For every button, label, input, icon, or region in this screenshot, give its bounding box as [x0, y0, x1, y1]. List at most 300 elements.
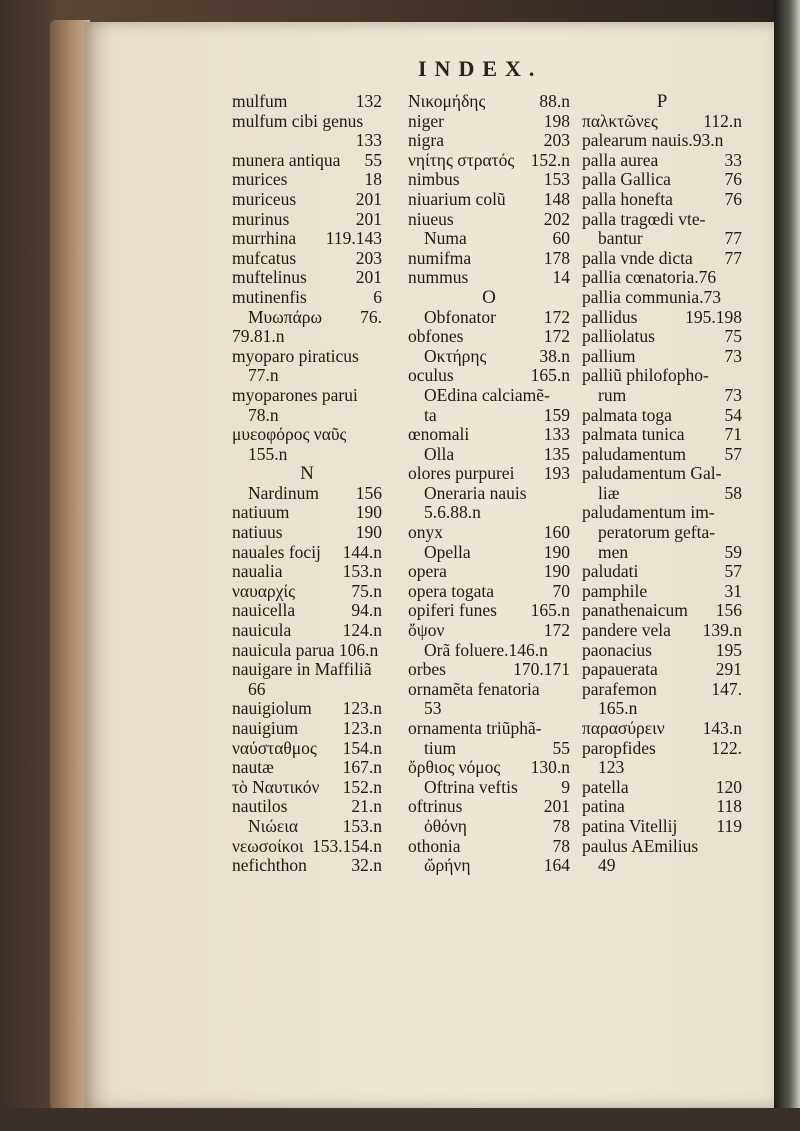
- page-reference: 156: [355, 482, 382, 503]
- index-term: opera togata: [408, 581, 494, 601]
- index-term: rum: [598, 385, 627, 405]
- index-term: peratorum gefta-: [598, 523, 716, 543]
- index-term: othonia: [408, 836, 461, 856]
- letter-heading: [582, 92, 742, 112]
- index-term: niuarium colũ: [408, 189, 506, 209]
- index-entry: [408, 268, 570, 288]
- page-reference: 122.: [711, 737, 742, 758]
- index-term: patina Vitellij: [582, 816, 678, 836]
- index-term: palla tragœdi vte-: [582, 209, 706, 229]
- letter-heading: [408, 288, 570, 308]
- index-entry: [582, 406, 742, 426]
- index-entry: [408, 92, 570, 112]
- index-entry: [408, 249, 570, 269]
- index-term: N: [300, 464, 314, 484]
- index-entry: [232, 210, 382, 230]
- index-term: pallidus: [582, 307, 638, 327]
- index-entry: [408, 131, 570, 151]
- page-reference: 291: [715, 659, 742, 680]
- index-entry: [232, 660, 382, 680]
- index-term: ναυαρχίς: [232, 581, 296, 601]
- index-term: orbes: [408, 660, 446, 680]
- page-reference: 88.n: [539, 91, 570, 111]
- index-term: παρασύρειν: [582, 719, 665, 738]
- index-entry: [408, 190, 570, 210]
- index-term: natiuum: [232, 503, 290, 523]
- page-reference: 124.n: [342, 620, 382, 641]
- index-term: παλκτῶνες: [582, 111, 658, 131]
- page-reference: 160: [543, 522, 570, 543]
- index-entry: [408, 112, 570, 132]
- index-entry: [582, 680, 742, 700]
- index-entry: [582, 797, 742, 817]
- index-entry: [232, 503, 382, 523]
- page-reference: 152.n: [342, 776, 382, 797]
- page-reference: 130.n: [530, 757, 570, 778]
- page-reference: 165.n: [530, 365, 570, 386]
- index-term: paonacius: [582, 640, 652, 660]
- index-column-1: [232, 92, 382, 876]
- index-term: muftelinus: [232, 268, 307, 288]
- page-reference: 144.n: [342, 541, 382, 562]
- page-reference: 164: [543, 855, 570, 876]
- index-term: myoparones parui: [232, 385, 358, 405]
- page-reference: 203: [355, 247, 382, 268]
- index-term: niger: [408, 111, 444, 131]
- index-entry: [408, 151, 570, 171]
- index-term: Μυωπάρω: [248, 307, 322, 327]
- index-entry: [408, 366, 570, 386]
- index-term: 78.n: [248, 405, 279, 425]
- index-entry: [232, 308, 382, 328]
- index-column-2: [408, 92, 570, 876]
- page-reference: 172: [543, 306, 570, 327]
- index-entry: [582, 543, 742, 563]
- index-term: ὄψον: [408, 621, 445, 641]
- index-term: Obfonator: [424, 307, 496, 327]
- index-entry: [232, 268, 382, 288]
- index-entry: [408, 445, 570, 465]
- index-term: onyx: [408, 523, 443, 543]
- index-entry: [232, 327, 382, 347]
- index-term: patella: [582, 777, 629, 797]
- index-entry: [582, 719, 742, 739]
- index-term: ναύσταθμος: [232, 738, 317, 758]
- index-term: nauigium: [232, 719, 299, 738]
- page-reference: 201: [355, 208, 382, 229]
- index-term: patina: [582, 797, 625, 817]
- index-column-3: [582, 92, 742, 876]
- page-reference: 165.n: [530, 600, 570, 621]
- index-term: mufcatus: [232, 248, 297, 268]
- page-reference: 190: [543, 541, 570, 562]
- index-entry: [582, 739, 742, 759]
- index-term: ornamenta triũphã-: [408, 719, 542, 738]
- index-term: 49: [598, 856, 616, 876]
- index-entry: [408, 778, 570, 798]
- index-entry: [408, 837, 570, 857]
- page-reference: 193: [543, 463, 570, 484]
- index-entry: [232, 621, 382, 641]
- index-entry: [582, 817, 742, 837]
- page-reference: 76.: [360, 306, 382, 327]
- index-entry: [232, 837, 382, 857]
- index-entry: [232, 425, 382, 445]
- index-entry: [582, 562, 742, 582]
- page-reference: 201: [355, 188, 382, 209]
- index-term: paulus AEmilius: [582, 836, 699, 856]
- index-term: nigra: [408, 131, 444, 151]
- index-entry: [582, 190, 742, 210]
- page-reference: 195.198: [685, 306, 742, 327]
- page-reference: 148: [543, 188, 570, 209]
- index-entry: [408, 386, 570, 406]
- index-entry: [232, 131, 382, 151]
- page-reference: 76: [724, 169, 742, 190]
- index-entry: [408, 425, 570, 445]
- index-term: nauicula parua 106.n: [232, 640, 378, 660]
- index-entry: [232, 170, 382, 190]
- index-entry: [582, 660, 742, 680]
- index-entry: [232, 817, 382, 837]
- index-term: nummus: [408, 268, 469, 288]
- index-term: nautæ: [232, 758, 274, 778]
- index-entry: [408, 229, 570, 249]
- index-term: natiuus: [232, 523, 283, 543]
- index-entry: [582, 210, 742, 230]
- index-entry: [408, 797, 570, 817]
- index-entry: [582, 308, 742, 328]
- index-term: pandere vela: [582, 621, 671, 641]
- index-entry: [408, 680, 570, 700]
- page-reference: 55: [364, 149, 382, 170]
- index-entry: [408, 601, 570, 621]
- index-entry: [232, 190, 382, 210]
- index-entry: [232, 112, 382, 132]
- index-term: 5.6.88.n: [424, 503, 481, 523]
- index-entry: [408, 464, 570, 484]
- index-entry: [232, 680, 382, 700]
- index-term: nimbus: [408, 170, 460, 190]
- index-term: paropfides: [582, 738, 656, 758]
- index-term: opiferi funes: [408, 601, 497, 621]
- page-reference: 78: [552, 815, 570, 836]
- page-reference: 132: [355, 91, 382, 111]
- index-term: 79.81.n: [232, 327, 285, 347]
- index-term: Olla: [424, 444, 455, 464]
- index-entry: [582, 425, 742, 445]
- index-entry: [232, 856, 382, 876]
- page-reference: 159: [543, 404, 570, 425]
- page-reference: 77: [724, 228, 742, 249]
- page-reference: 172: [543, 326, 570, 347]
- page-reference: 18: [364, 169, 382, 190]
- index-term: nauigare in Maffiliã: [232, 660, 372, 680]
- page-reference: 198: [543, 110, 570, 131]
- index-entry: [232, 543, 382, 563]
- page-reference: 120: [715, 776, 742, 797]
- index-term: ornamẽta fenatoria: [408, 679, 540, 699]
- index-term: palmata tunica: [582, 425, 685, 445]
- index-term: tium: [424, 738, 457, 758]
- index-entry: [582, 229, 742, 249]
- index-term: Numa: [424, 229, 467, 249]
- index-term: opera: [408, 562, 447, 582]
- index-entry: [232, 641, 382, 661]
- page-reference: 71: [724, 424, 742, 445]
- index-entry: [408, 660, 570, 680]
- index-entry: [582, 523, 742, 543]
- page-reference: 133: [355, 130, 382, 151]
- page-reference: 75: [724, 326, 742, 347]
- index-term: ὀθόνη: [424, 816, 467, 836]
- index-term: oftrinus: [408, 797, 463, 817]
- index-entry: [582, 445, 742, 465]
- index-term: muriceus: [232, 189, 297, 209]
- index-term: numifma: [408, 248, 472, 268]
- index-term: palliolatus: [582, 327, 655, 347]
- index-entry: [232, 523, 382, 543]
- index-term: papauerata: [582, 660, 658, 680]
- index-term: mulfum: [232, 92, 288, 111]
- page-reference: 139.n: [702, 620, 742, 641]
- index-term: νηίτης στρατός: [408, 150, 515, 170]
- page-reference: 14: [552, 267, 570, 288]
- index-entry: [408, 484, 570, 504]
- index-entry: [408, 856, 570, 876]
- index-entry: [408, 406, 570, 426]
- page-reference: 73: [724, 345, 742, 366]
- index-entry: [582, 601, 742, 621]
- index-entry: [582, 112, 742, 132]
- page-reference: 70: [552, 580, 570, 601]
- index-entry: [232, 778, 382, 798]
- index-term: palla honefta: [582, 189, 673, 209]
- index-term: bantur: [598, 229, 643, 249]
- page-reference: 9: [561, 776, 570, 797]
- index-term: nautilos: [232, 797, 288, 817]
- index-entry: [232, 739, 382, 759]
- index-term: nauales focij: [232, 542, 321, 562]
- index-term: pallia communia.73: [582, 287, 721, 307]
- page-reference: 190: [355, 502, 382, 523]
- index-term: paludamentum im-: [582, 503, 715, 523]
- index-entry: [232, 484, 382, 504]
- index-term: murinus: [232, 209, 290, 229]
- page-reference: 118: [716, 796, 742, 817]
- index-entry: [232, 406, 382, 426]
- index-entry: [408, 170, 570, 190]
- index-entry: [582, 347, 742, 367]
- page-reference: 167.n: [342, 757, 382, 778]
- page-reference: 153.n: [342, 815, 382, 836]
- index-entry: [408, 210, 570, 230]
- page-reference: 55: [552, 737, 570, 758]
- page-reference: 153.154.n: [312, 835, 382, 856]
- index-entry: [232, 562, 382, 582]
- page-reference: 147.: [711, 678, 742, 699]
- index-entry: [582, 151, 742, 171]
- index-term: mutinenfis: [232, 287, 307, 307]
- index-term: Oneraria nauis: [424, 483, 527, 503]
- page-reference: 201: [543, 796, 570, 817]
- page-reference: 143.n: [702, 718, 742, 738]
- index-entry: [582, 366, 742, 386]
- index-term: 155.n: [248, 444, 288, 464]
- index-entry: [232, 601, 382, 621]
- page-reference: 57: [724, 443, 742, 464]
- page-reference: 33: [724, 149, 742, 170]
- index-entry: [408, 719, 570, 739]
- index-term: naualia: [232, 562, 283, 582]
- index-term: obfones: [408, 327, 464, 347]
- index-term: nefichthon: [232, 856, 307, 876]
- page-reference: 203: [543, 130, 570, 151]
- index-term: palla Gallica: [582, 170, 671, 190]
- page-reference: 123.n: [342, 718, 382, 738]
- page-reference: 57: [724, 561, 742, 582]
- index-term: O: [482, 287, 496, 308]
- index-entry: [408, 817, 570, 837]
- index-entry: [582, 778, 742, 798]
- index-term: munera antiqua: [232, 150, 341, 170]
- index-entry: [232, 797, 382, 817]
- page-reference: 201: [355, 267, 382, 288]
- index-term: panathenaicum: [582, 601, 688, 621]
- index-term: Νιώεια: [248, 816, 299, 836]
- page-reference: 202: [543, 208, 570, 229]
- page-reference: 170.171: [513, 659, 570, 680]
- index-entry: [582, 170, 742, 190]
- index-term: 77.n: [248, 366, 279, 386]
- index-term: pallia cœnatoria.76: [582, 268, 717, 288]
- page-reference: 190: [355, 522, 382, 543]
- index-entry: [232, 249, 382, 269]
- page-reference: 178: [543, 247, 570, 268]
- page-reference: 172: [543, 620, 570, 641]
- page-reference: 59: [724, 541, 742, 562]
- index-term: paludamentum: [582, 444, 687, 464]
- index-entry: [232, 582, 382, 602]
- index-term: liæ: [598, 483, 620, 503]
- index-entry: [232, 719, 382, 739]
- index-term: palliũ philofopho-: [582, 366, 709, 386]
- index-entry: [408, 582, 570, 602]
- page-reference: 156: [715, 600, 742, 621]
- index-term: μυεοφόρος ναῦς: [232, 425, 347, 445]
- index-term: τὸ Ναυτικόν: [232, 777, 320, 797]
- page-reference: 6: [373, 286, 382, 307]
- scan-bottom-edge: [0, 1108, 800, 1131]
- page-reference: 119.143: [325, 228, 382, 249]
- index-term: OEdina calciamẽ-: [424, 385, 550, 405]
- index-entry: [408, 621, 570, 641]
- index-entry: [232, 151, 382, 171]
- page-reference: 58: [724, 482, 742, 503]
- index-term: paludamentum Gal-: [582, 464, 722, 484]
- index-term: oculus: [408, 366, 454, 386]
- index-entry: [232, 288, 382, 308]
- page-reference: 32.n: [351, 855, 382, 876]
- page-reference: 73: [724, 384, 742, 405]
- page-reference: 135: [543, 443, 570, 464]
- index-entry: [408, 347, 570, 367]
- page-reference: 153.n: [342, 561, 382, 582]
- index-term: Οκτήρης: [424, 346, 487, 366]
- page-reference: 154.n: [342, 737, 382, 758]
- index-entry: [582, 582, 742, 602]
- index-term: 53: [424, 699, 442, 719]
- letter-heading: [232, 464, 382, 484]
- index-term: pamphile: [582, 581, 648, 601]
- index-term: Orã foluere.146.n: [424, 640, 548, 660]
- index-term: 165.n: [598, 699, 638, 719]
- index-term: 66: [248, 679, 266, 699]
- index-term: men: [598, 542, 629, 562]
- index-entry: [408, 699, 570, 719]
- index-entry: [582, 484, 742, 504]
- index-term: palla aurea: [582, 150, 659, 170]
- index-entry: [582, 288, 742, 308]
- index-term: pallium: [582, 346, 636, 366]
- index-term: νεωσοίκοι: [232, 836, 304, 856]
- index-term: olores purpurei: [408, 464, 515, 484]
- index-entry: [232, 758, 382, 778]
- page-reference: 112.n: [703, 110, 742, 131]
- index-entry: [408, 503, 570, 523]
- index-entry: [582, 641, 742, 661]
- index-term: palla vnde dicta: [582, 248, 693, 268]
- index-entry: [232, 347, 382, 367]
- index-term: Nardinum: [248, 483, 319, 503]
- index-term: nauigiolum: [232, 699, 312, 719]
- index-entry: [582, 758, 742, 778]
- page-reference: 123.n: [342, 698, 382, 719]
- index-term: nauicula: [232, 621, 292, 641]
- index-entry: [232, 92, 382, 112]
- index-term: paludati: [582, 562, 639, 582]
- index-entry: [408, 523, 570, 543]
- index-term: niueus: [408, 209, 454, 229]
- index-term: murrhina: [232, 229, 297, 249]
- index-term: ὄρθιος νόμος: [408, 758, 501, 778]
- index-term: ta: [424, 405, 437, 425]
- page-reference: 78: [552, 835, 570, 856]
- page-reference: 54: [724, 404, 742, 425]
- index-entry: [232, 386, 382, 406]
- page-reference: 153: [543, 169, 570, 190]
- index-entry: [408, 739, 570, 759]
- index-entry: [582, 327, 742, 347]
- index-term: murices: [232, 170, 288, 190]
- index-entry: [582, 856, 742, 876]
- index-entry: [582, 464, 742, 484]
- index-entry: [408, 327, 570, 347]
- page-reference: 195: [715, 639, 742, 660]
- index-entry: [408, 758, 570, 778]
- page-reference: 31: [724, 580, 742, 601]
- index-entry: [582, 268, 742, 288]
- page-reference: 94.n: [351, 600, 382, 621]
- index-entry: [408, 562, 570, 582]
- index-entry: [582, 131, 742, 151]
- page-reference: 133: [543, 424, 570, 445]
- index-term: myoparo piraticus: [232, 346, 359, 366]
- page-reference: 152.n: [530, 149, 570, 170]
- index-term: mulfum cibi genus: [232, 111, 364, 131]
- index-entry: [232, 366, 382, 386]
- index-term: palearum nauis.93.n: [582, 131, 724, 151]
